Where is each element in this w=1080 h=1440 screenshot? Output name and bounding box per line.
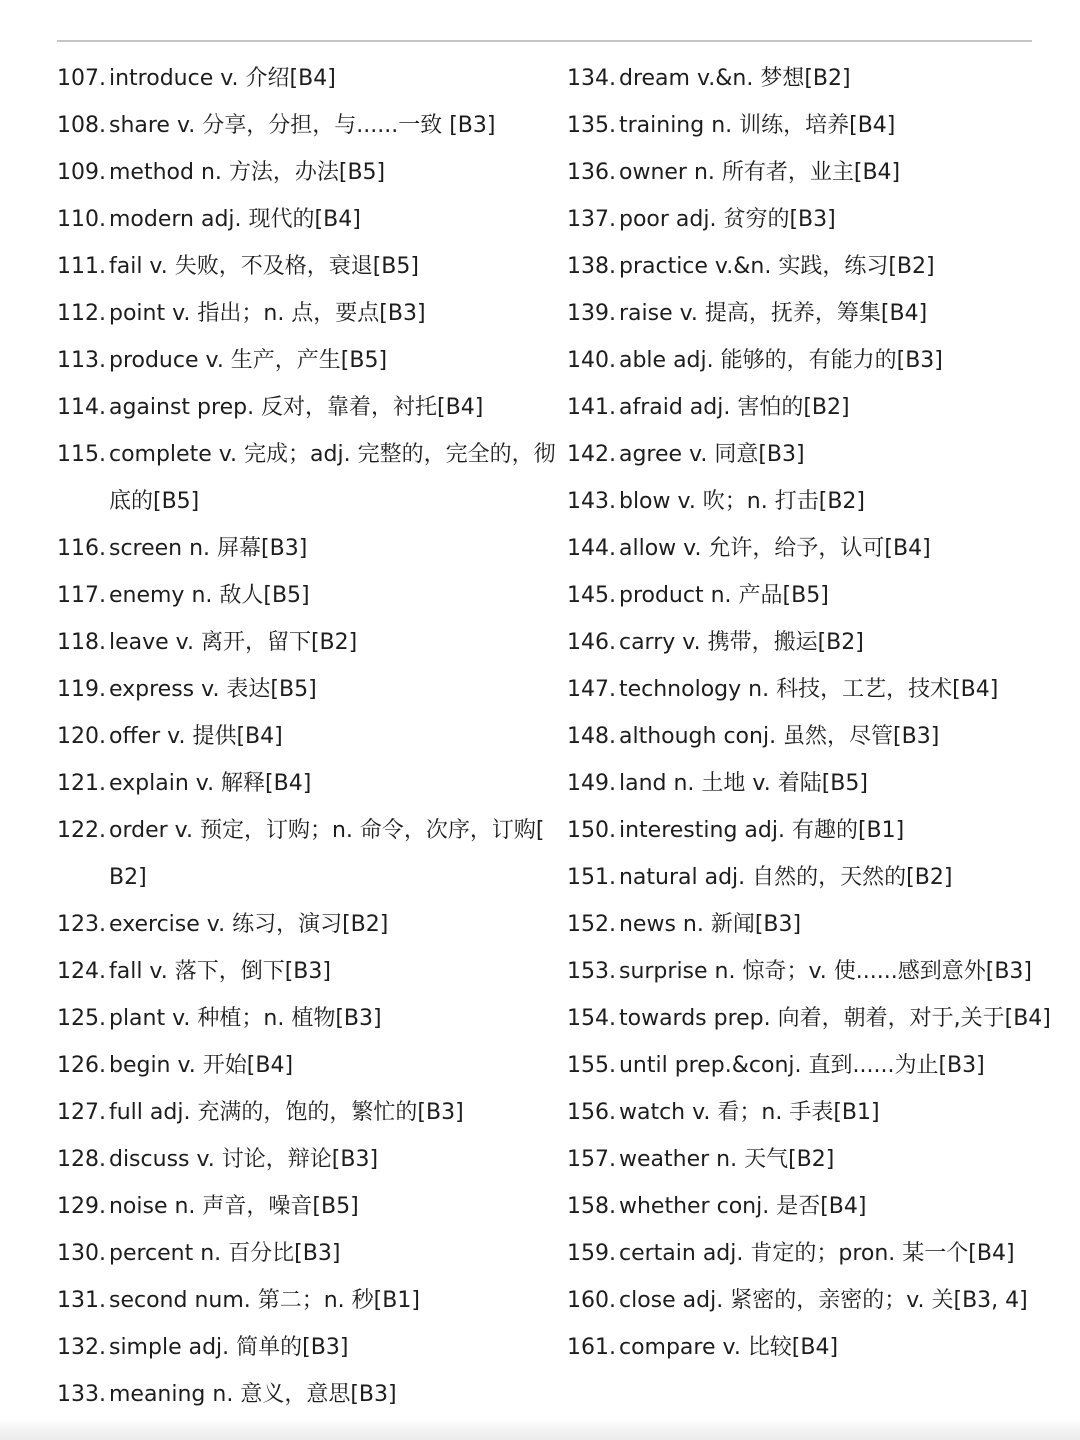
entry-text: exercise v. 练习，演习[B2] bbox=[108, 912, 389, 937]
vocab-entry bbox=[567, 478, 1080, 525]
entry-number: 111. bbox=[57, 254, 106, 279]
entry-text: able adj. 能够的，有能力的[B3] bbox=[618, 348, 943, 373]
vocab-entry bbox=[57, 1324, 557, 1371]
entry-text: discuss v. 讨论，辩论[B3] bbox=[108, 1147, 379, 1172]
entry-text: leave v. 离开，留下[B2] bbox=[108, 630, 358, 655]
vocab-entry bbox=[567, 1277, 1080, 1324]
vocab-entry bbox=[567, 525, 1080, 572]
entry-number: 115. bbox=[57, 442, 106, 467]
entry-text: towards prep. 向着，朝着，对于,关于[B4] bbox=[618, 1006, 1051, 1031]
entry-text: although conj. 虽然，尽管[B3] bbox=[618, 724, 940, 749]
vocab-entry bbox=[57, 619, 557, 666]
entry-text: method n. 方法，办法[B5] bbox=[108, 160, 386, 185]
entry-text: certain adj. 肯定的；pron. 某一个[B4] bbox=[618, 1241, 1015, 1266]
entry-number: 161. bbox=[567, 1335, 616, 1360]
vocab-entry bbox=[57, 290, 557, 337]
vocab-entry bbox=[567, 1183, 1080, 1230]
entry-number: 140. bbox=[567, 348, 616, 373]
vocab-entry bbox=[567, 1136, 1080, 1183]
vocab-entry bbox=[57, 149, 557, 196]
vocab-entry bbox=[57, 666, 557, 713]
entry-number: 138. bbox=[567, 254, 616, 279]
vocab-entry bbox=[567, 290, 1080, 337]
entry-number: 153. bbox=[567, 959, 616, 984]
vocab-entry bbox=[567, 337, 1080, 384]
vocab-entry bbox=[567, 572, 1080, 619]
entry-number: 149. bbox=[567, 771, 616, 796]
entry-text: order v. 预定，订购；n. 命令，次序，订购[B2] bbox=[108, 818, 545, 890]
vocab-entry bbox=[567, 149, 1080, 196]
vocab-entry bbox=[57, 243, 557, 290]
entry-number: 156. bbox=[567, 1100, 616, 1125]
entry-text: weather n. 天气[B2] bbox=[618, 1147, 835, 1172]
vocab-entry bbox=[567, 196, 1080, 243]
entry-text: interesting adj. 有趣的[B1] bbox=[618, 818, 905, 843]
entry-number: 128. bbox=[57, 1147, 106, 1172]
entry-number: 113. bbox=[57, 348, 106, 373]
entry-text: news n. 新闻[B3] bbox=[618, 912, 802, 937]
vocab-entry bbox=[567, 1042, 1080, 1089]
entry-text: fail v. 失败，不及格，衰退[B5] bbox=[108, 254, 419, 279]
entry-number: 123. bbox=[57, 912, 106, 937]
entry-number: 141. bbox=[567, 395, 616, 420]
vocab-entry bbox=[57, 1371, 557, 1418]
entry-number: 144. bbox=[567, 536, 616, 561]
vocab-entry bbox=[57, 1183, 557, 1230]
entry-number: 121. bbox=[57, 771, 106, 796]
entry-text: dream v.&n. 梦想[B2] bbox=[618, 66, 851, 91]
vocab-entry bbox=[57, 1136, 557, 1183]
entry-text: close adj. 紧密的，亲密的；v. 关[B3, 4] bbox=[618, 1288, 1028, 1313]
vocab-entry bbox=[57, 948, 557, 995]
entry-text: modern adj. 现代的[B4] bbox=[108, 207, 361, 232]
entry-number: 157. bbox=[567, 1147, 616, 1172]
entry-text: technology n. 科技，工艺，技术[B4] bbox=[618, 677, 999, 702]
entry-text: against prep. 反对，靠着，衬托[B4] bbox=[108, 395, 484, 420]
entry-text: point v. 指出；n. 点，要点[B3] bbox=[108, 301, 426, 326]
entry-text: whether conj. 是否[B4] bbox=[618, 1194, 867, 1219]
vocab-entry bbox=[57, 525, 557, 572]
entry-text: land n. 土地 v. 着陆[B5] bbox=[618, 771, 868, 796]
vocab-entry bbox=[567, 760, 1080, 807]
entry-number: 122. bbox=[57, 818, 106, 843]
entry-number: 132. bbox=[57, 1335, 106, 1360]
entry-number: 146. bbox=[567, 630, 616, 655]
entry-number: 133. bbox=[57, 1382, 106, 1407]
entry-text: blow v. 吹；n. 打击[B2] bbox=[618, 489, 865, 514]
vocab-entry bbox=[57, 384, 557, 431]
entry-number: 159. bbox=[567, 1241, 616, 1266]
entry-text: second num. 第二；n. 秒[B1] bbox=[108, 1288, 420, 1313]
vocab-entry bbox=[567, 1324, 1080, 1371]
vocab-entry bbox=[567, 901, 1080, 948]
entry-text: raise v. 提高，抚养，筹集[B4] bbox=[618, 301, 928, 326]
entry-text: surprise n. 惊奇；v. 使......感到意外[B3] bbox=[618, 959, 1032, 984]
vocab-entry bbox=[57, 337, 557, 384]
entry-text: introduce v. 介绍[B4] bbox=[108, 66, 336, 91]
entry-text: fall v. 落下，倒下[B3] bbox=[108, 959, 331, 984]
entry-text: carry v. 携带，搬运[B2] bbox=[618, 630, 864, 655]
entry-text: offer v. 提供[B4] bbox=[108, 724, 283, 749]
top-divider bbox=[57, 40, 1032, 42]
entry-number: 125. bbox=[57, 1006, 106, 1031]
vocab-entry bbox=[57, 431, 557, 525]
vocab-entry bbox=[567, 995, 1080, 1042]
entry-text: simple adj. 简单的[B3] bbox=[108, 1335, 349, 1360]
entry-number: 154. bbox=[567, 1006, 616, 1031]
entry-text: compare v. 比较[B4] bbox=[618, 1335, 839, 1360]
entry-text: noise n. 声音，噪音[B5] bbox=[108, 1194, 359, 1219]
entry-number: 135. bbox=[567, 113, 616, 138]
vocab-entry bbox=[567, 243, 1080, 290]
entry-number: 150. bbox=[567, 818, 616, 843]
entry-number: 139. bbox=[567, 301, 616, 326]
vocab-entry bbox=[567, 807, 1080, 854]
vocab-entry bbox=[567, 854, 1080, 901]
vocab-entry bbox=[57, 901, 557, 948]
vocab-entry bbox=[57, 1089, 557, 1136]
vocab-entry bbox=[57, 196, 557, 243]
entry-text: training n. 训练，培养[B4] bbox=[618, 113, 896, 138]
entry-number: 109. bbox=[57, 160, 106, 185]
entry-text: meaning n. 意义，意思[B3] bbox=[108, 1382, 397, 1407]
entry-text: share v. 分享，分担，与......一致 [B3] bbox=[108, 113, 496, 138]
entry-number: 131. bbox=[57, 1288, 106, 1313]
page-bottom-shadow bbox=[0, 1418, 1080, 1440]
entry-text: practice v.&n. 实践，练习[B2] bbox=[618, 254, 935, 279]
entry-number: 134. bbox=[567, 66, 616, 91]
entry-number: 112. bbox=[57, 301, 106, 326]
entry-text: poor adj. 贫穷的[B3] bbox=[618, 207, 836, 232]
vocab-entry bbox=[567, 1230, 1080, 1277]
entry-number: 119. bbox=[57, 677, 106, 702]
entry-text: full adj. 充满的，饱的，繁忙的[B3] bbox=[108, 1100, 464, 1125]
entry-number: 116. bbox=[57, 536, 106, 561]
entry-text: owner n. 所有者，业主[B4] bbox=[618, 160, 901, 185]
entry-number: 107. bbox=[57, 66, 106, 91]
vocab-entry bbox=[567, 713, 1080, 760]
entry-number: 110. bbox=[57, 207, 106, 232]
entry-number: 160. bbox=[567, 1288, 616, 1313]
vocab-entry bbox=[57, 760, 557, 807]
entry-text: allow v. 允许，给予，认可[B4] bbox=[618, 536, 931, 561]
vocab-column-left bbox=[57, 55, 557, 1418]
entry-text: afraid adj. 害怕的[B2] bbox=[618, 395, 850, 420]
vocab-column-right bbox=[567, 55, 1080, 1371]
vocab-entry bbox=[57, 102, 557, 149]
entry-text: explain v. 解释[B4] bbox=[108, 771, 312, 796]
entry-number: 127. bbox=[57, 1100, 106, 1125]
vocab-entry bbox=[567, 619, 1080, 666]
entry-text: enemy n. 敌人[B5] bbox=[108, 583, 310, 608]
entry-number: 143. bbox=[567, 489, 616, 514]
vocab-entry bbox=[57, 1230, 557, 1277]
entry-text: agree v. 同意[B3] bbox=[618, 442, 805, 467]
entry-number: 118. bbox=[57, 630, 106, 655]
entry-number: 151. bbox=[567, 865, 616, 890]
vocab-entry bbox=[57, 713, 557, 760]
vocab-entry bbox=[57, 807, 557, 901]
entry-number: 130. bbox=[57, 1241, 106, 1266]
entry-text: until prep.&conj. 直到......为止[B3] bbox=[618, 1053, 985, 1078]
vocab-entry bbox=[567, 948, 1080, 995]
entry-number: 129. bbox=[57, 1194, 106, 1219]
vocab-entry bbox=[567, 102, 1080, 149]
entry-text: begin v. 开始[B4] bbox=[108, 1053, 294, 1078]
vocab-entry bbox=[57, 572, 557, 619]
entry-text: complete v. 完成；adj. 完整的，完全的，彻底的[B5] bbox=[108, 442, 556, 514]
entry-text: express v. 表达[B5] bbox=[108, 677, 317, 702]
entry-number: 117. bbox=[57, 583, 106, 608]
entry-text: natural adj. 自然的，天然的[B2] bbox=[618, 865, 953, 890]
entry-text: produce v. 生产，产生[B5] bbox=[108, 348, 388, 373]
entry-number: 108. bbox=[57, 113, 106, 138]
vocab-entry bbox=[57, 1042, 557, 1089]
entry-number: 137. bbox=[567, 207, 616, 232]
vocab-entry bbox=[57, 1277, 557, 1324]
entry-number: 155. bbox=[567, 1053, 616, 1078]
vocab-entry bbox=[57, 995, 557, 1042]
entry-number: 142. bbox=[567, 442, 616, 467]
vocab-entry bbox=[567, 384, 1080, 431]
entry-number: 114. bbox=[57, 395, 106, 420]
entry-text: watch v. 看；n. 手表[B1] bbox=[618, 1100, 880, 1125]
entry-number: 124. bbox=[57, 959, 106, 984]
entry-number: 145. bbox=[567, 583, 616, 608]
entry-number: 126. bbox=[57, 1053, 106, 1078]
entry-number: 152. bbox=[567, 912, 616, 937]
entry-text: plant v. 种植；n. 植物[B3] bbox=[108, 1006, 382, 1031]
entry-number: 147. bbox=[567, 677, 616, 702]
entry-number: 120. bbox=[57, 724, 106, 749]
vocab-entry bbox=[567, 666, 1080, 713]
vocab-entry bbox=[567, 431, 1080, 478]
entry-text: product n. 产品[B5] bbox=[618, 583, 829, 608]
vocab-entry bbox=[567, 55, 1080, 102]
entry-number: 158. bbox=[567, 1194, 616, 1219]
entry-text: percent n. 百分比[B3] bbox=[108, 1241, 341, 1266]
entry-number: 136. bbox=[567, 160, 616, 185]
entry-number: 148. bbox=[567, 724, 616, 749]
vocab-entry bbox=[567, 1089, 1080, 1136]
vocab-entry bbox=[57, 55, 557, 102]
entry-text: screen n. 屏幕[B3] bbox=[108, 536, 308, 561]
